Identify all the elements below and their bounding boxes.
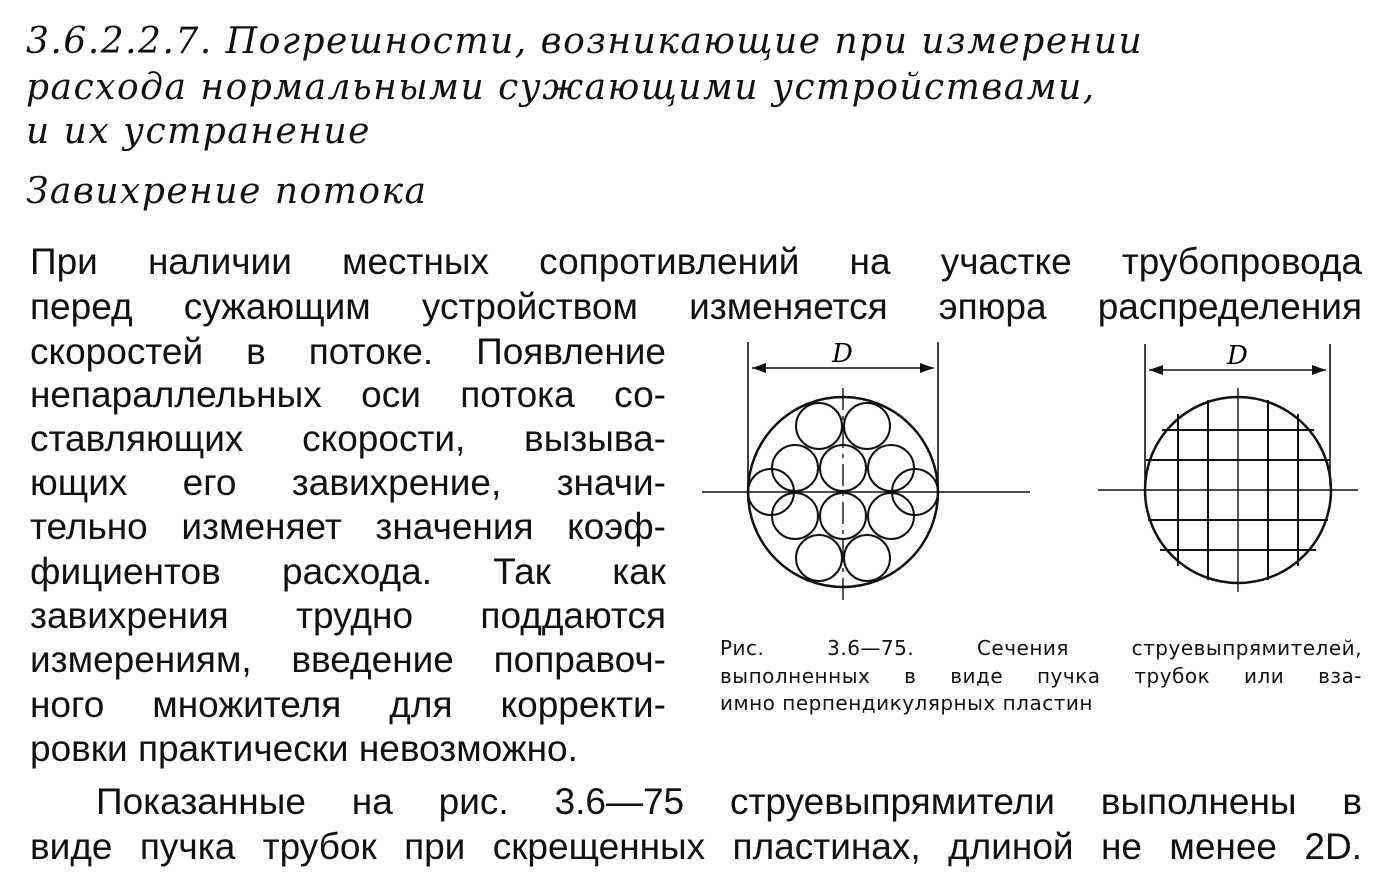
- paragraph-line: непараллельных оси потока со-: [30, 374, 666, 415]
- paragraph-line: завихрения трудно поддаются: [30, 595, 666, 636]
- dimension-label-left: D: [832, 339, 853, 369]
- paragraph-line: ющих его завихрение, значи-: [30, 462, 666, 503]
- section-heading-line-1: [26, 21, 1144, 62]
- paragraph-line: При наличии местных сопротивлений на участке трубопровода: [30, 241, 1362, 282]
- paragraph-line: перед сужающим устройством изменяется эпюра распределения: [30, 286, 1362, 327]
- caption-line: имно перпендикулярных пластин: [720, 691, 1093, 715]
- section-title-part: Погрешности, возникающие при измерении: [225, 21, 1144, 62]
- caption-line: Рис. 3.6—75. Сечения струевыпрямителей,: [720, 636, 1362, 660]
- dimension-label-right: D: [1227, 341, 1248, 371]
- paragraph-line: виде пучка трубок при скрещенных пластинах, длиной не менее 2D.: [30, 826, 1362, 867]
- paragraph-line: Показанные на рис. 3.6—75 струевыпрямители выполнены в: [96, 781, 1362, 822]
- caption-line: выполненных в виде пучка трубок или вза-: [720, 664, 1362, 688]
- paragraph-line: фициентов расхода. Так как: [30, 551, 666, 592]
- section-heading-line-3: и их устранение: [26, 111, 371, 152]
- paragraph-line: тельно изменяет значения коэф-: [30, 506, 666, 547]
- paragraph-line: ставляющих скорости, вызыва-: [30, 418, 666, 459]
- crossed-plates-section: [1098, 344, 1358, 592]
- paragraph-line: ровки практически невозможно.: [30, 728, 578, 769]
- figure-straighteners: [690, 330, 1370, 610]
- subsection-heading: Завихрение потока: [26, 171, 428, 212]
- paragraph-line: измерениям, введение поправоч-: [30, 639, 666, 680]
- paragraph-line: ного множителя для корректи-: [30, 684, 666, 725]
- section-number: 3.6.2.2.7.: [26, 21, 213, 62]
- paragraph-line: скоростей в потоке. Появление: [30, 331, 666, 372]
- tube-bundle-section: [702, 342, 1030, 602]
- section-heading-line-2: расхода нормальными сужающими устройствами,: [26, 67, 1096, 108]
